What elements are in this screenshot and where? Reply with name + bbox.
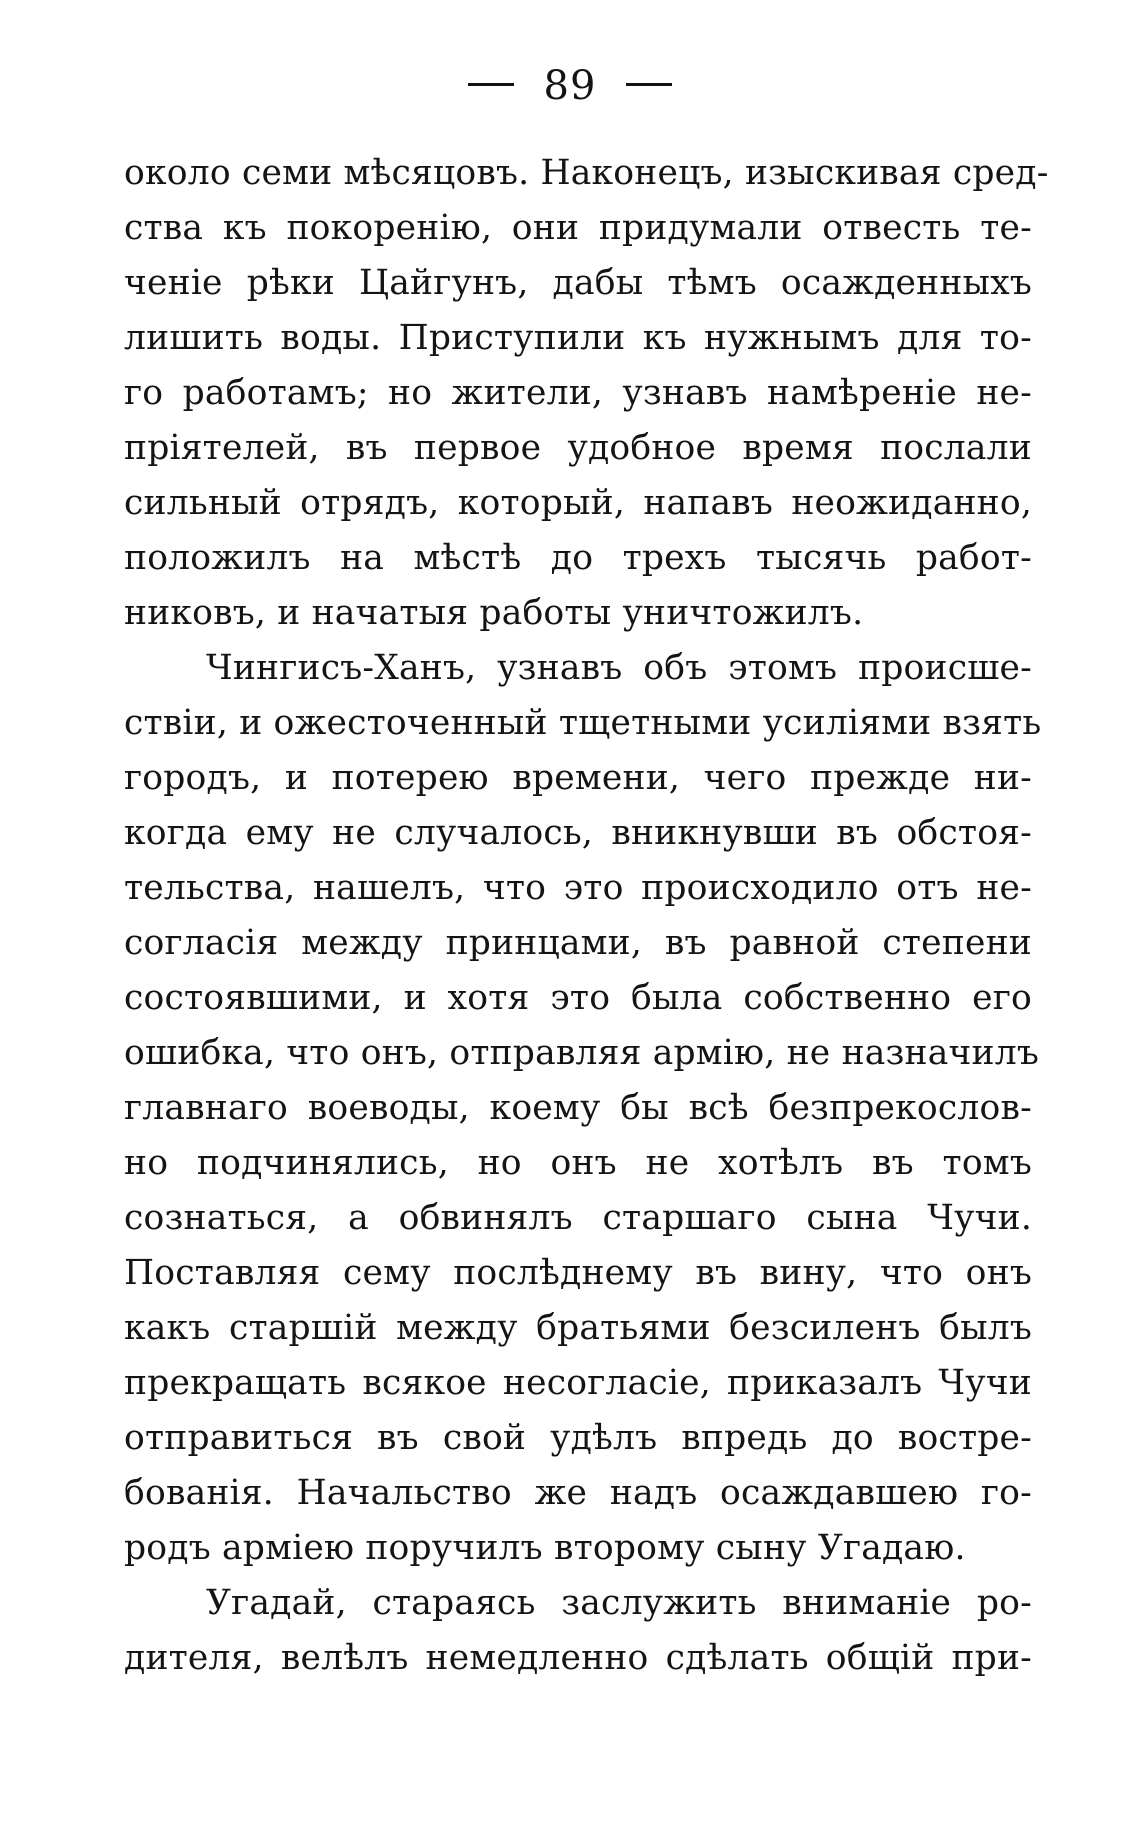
left-dash — [468, 83, 514, 86]
text-line: никовъ, и начатыя работы уничтожилъ. — [124, 593, 864, 633]
text-line: Поставляя сему послѣднему въ вину, что онъ — [124, 1253, 1032, 1293]
text-line: сознаться, а обвинялъ старшаго сына Чучи. — [124, 1198, 1032, 1238]
text-line: ства къ покоренію, они придумали отвесть те- — [124, 208, 1032, 248]
text-line: городъ, и потерею времени, чего прежде ни- — [124, 758, 1032, 798]
text-line: около семи мѣсяцовъ. Наконецъ, изыскивая сред- — [124, 153, 1049, 193]
text-line: какъ старшій между братьями безсиленъ былъ — [124, 1308, 1032, 1348]
text-line: сильный отрядъ, который, напавъ неожиданно, — [124, 483, 1032, 523]
text-line: ошибка, что онъ, отправляя армію, не назначилъ — [124, 1033, 1039, 1073]
page-number: 89 — [543, 63, 597, 109]
text-line: но подчинялись, но онъ не хотѣлъ въ томъ — [124, 1143, 1032, 1183]
text-line: ченіе рѣки Цайгунъ, дабы тѣмъ осажденныхъ — [124, 263, 1032, 303]
text-line: бованія. Начальство же надъ осаждавшею го- — [124, 1473, 1032, 1513]
text-line: когда ему не случалось, вникнувши въ обстоя- — [124, 813, 1032, 853]
page-header — [0, 58, 1140, 111]
text-line: положилъ на мѣстѣ до трехъ тысячь работ- — [124, 538, 1032, 578]
right-dash — [626, 83, 672, 86]
text-line: лишить воды. Приступили къ нужнымъ для то- — [124, 318, 1032, 358]
text-line: дителя, велѣлъ немедленно сдѣлать общій при- — [124, 1638, 1032, 1678]
text-line: отправиться въ свой удѣлъ впредь до востре- — [124, 1418, 1032, 1458]
text-line: пріятелей, въ первое удобное время послали — [124, 428, 1032, 468]
text-line: родъ арміею поручилъ второму сыну Угадаю. — [124, 1528, 966, 1568]
text-line: согласія между принцами, въ равной степени — [124, 923, 1032, 963]
text-line: главнаго воеводы, коему бы всѣ безпрекослов- — [124, 1088, 1032, 1128]
text-line: Чингисъ-Ханъ, узнавъ объ этомъ происше- — [206, 648, 1032, 688]
text-line: состоявшими, и хотя это была собственно его — [124, 978, 1032, 1018]
body-text — [124, 146, 1049, 1686]
text-line: Угадай, стараясь заслужить вниманіе ро- — [206, 1583, 1032, 1623]
text-line: тельства, нашелъ, что это происходило отъ не- — [124, 868, 1032, 908]
text-line: прекращать всякое несогласіе, приказалъ Чучи — [124, 1363, 1032, 1403]
text-line: ствіи, и ожесточенный тщетными усиліями взять — [124, 703, 1042, 743]
text-line: го работамъ; но жители, узнавъ намѣреніе не- — [124, 373, 1032, 413]
